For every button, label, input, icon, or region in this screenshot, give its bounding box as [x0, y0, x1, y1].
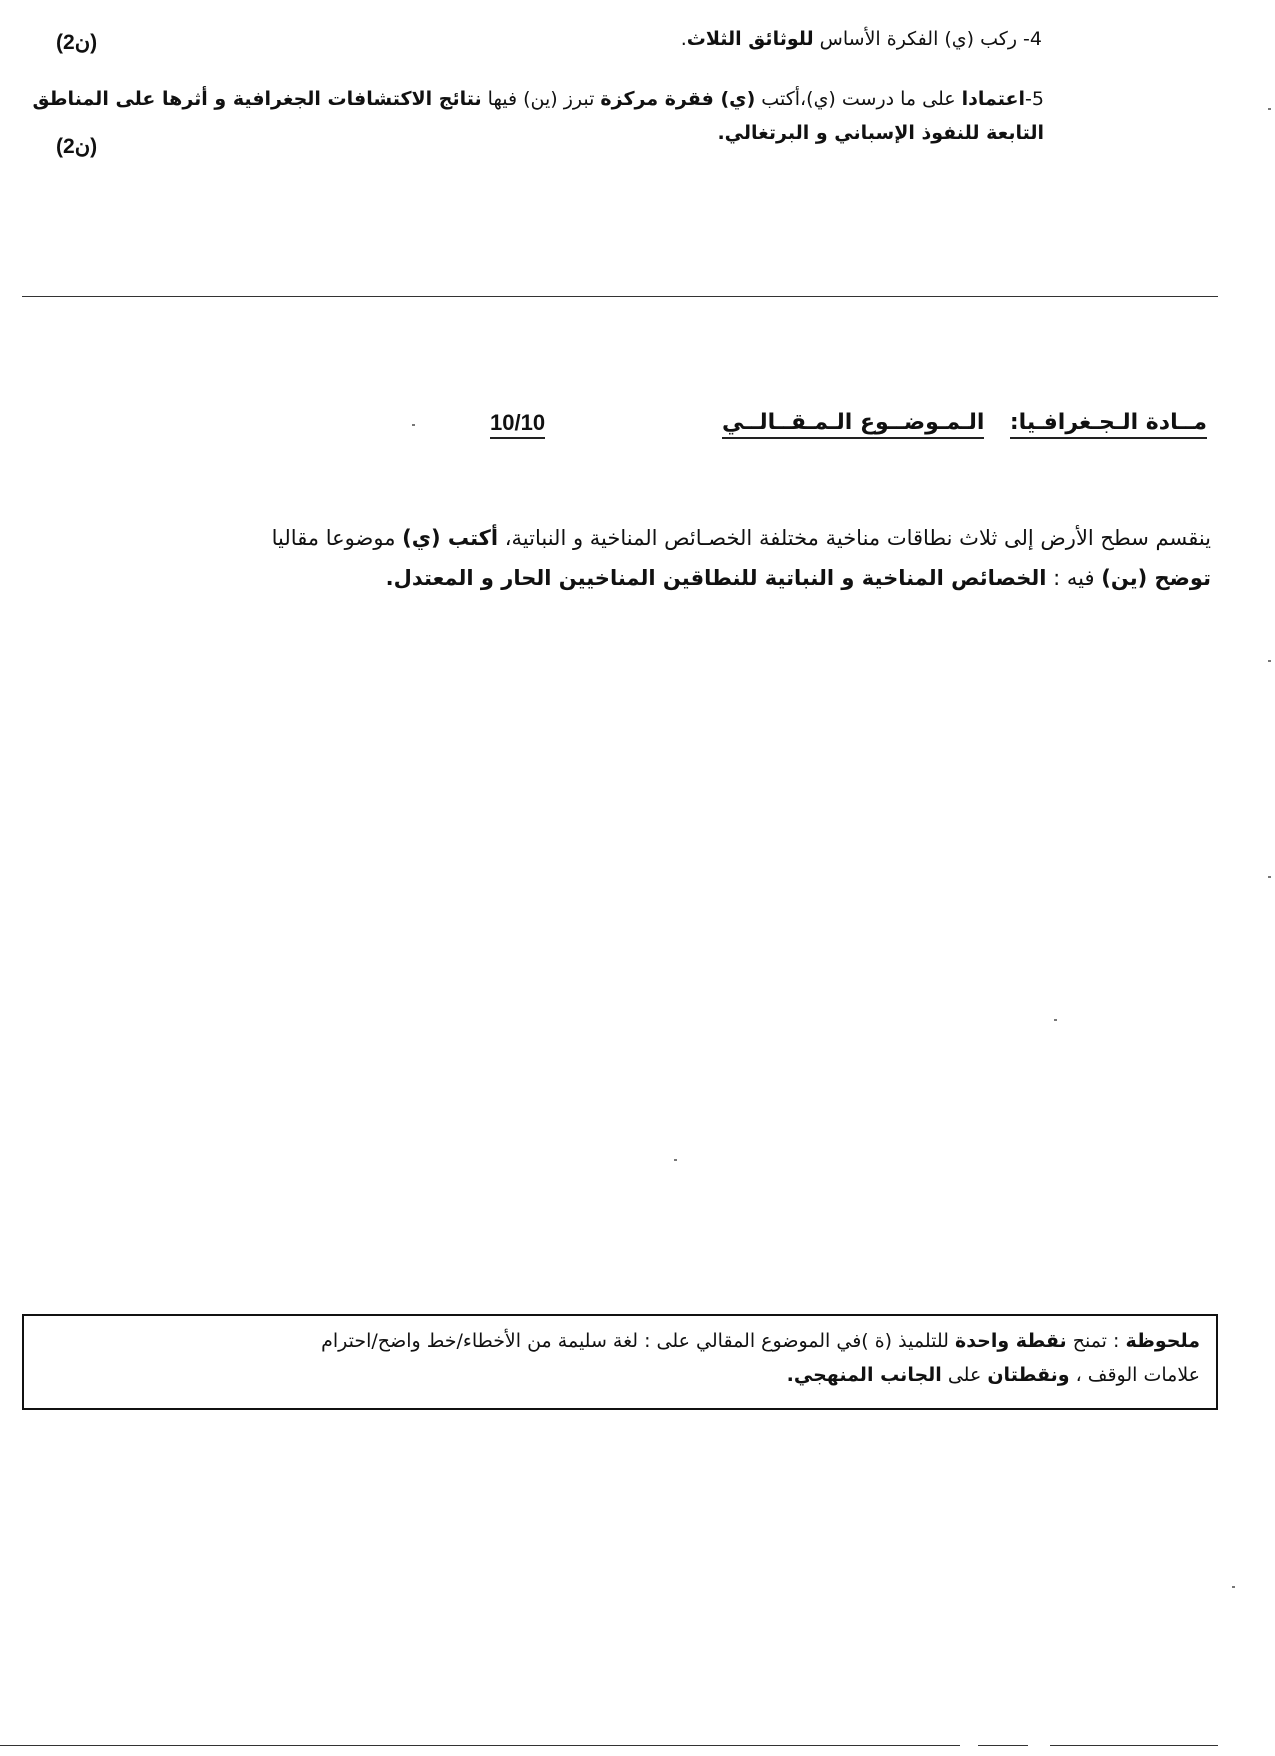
scan-speck — [1054, 1019, 1057, 1021]
scan-speck — [1268, 660, 1271, 662]
scan-speck — [412, 424, 415, 426]
question-4-text: ركب (ي) الفكرة الأساس — [813, 28, 1017, 50]
question-4-score: (2ن) — [56, 31, 98, 54]
essay-score-value: 10/10 — [490, 410, 545, 439]
question-5-score: (2ن) — [56, 135, 98, 158]
note-bold-b: ونقطتان — [987, 1364, 1070, 1386]
question-5-plain-a: على ما درست (ي)،أكتب — [755, 88, 962, 110]
question-5-bold-c: نتائج الاكتشافات الجغرافية و أثرها على المناطق — [32, 88, 482, 110]
bottom-rule-right — [1050, 1745, 1218, 1746]
essay-prompt-plain-2: فيه : — [1046, 566, 1102, 590]
essay-prompt-bold-a: توضح (ين) — [1101, 566, 1211, 590]
essay-prompt — [51, 518, 1211, 598]
note-bold-a: نقطة واحدة — [954, 1330, 1067, 1352]
section-divider — [22, 296, 1218, 297]
scan-speck — [674, 1159, 677, 1161]
question-5-plain-b: تبرز (ين) فيها — [481, 88, 601, 110]
question-4 — [202, 24, 1042, 54]
essay-prompt-line-1 — [51, 518, 1211, 558]
essay-score — [490, 410, 545, 436]
essay-prompt-plain: ينقسم سطح الأرض إلى ثلاث نطاقات مناخية مختلفة الخصـائص المناخية و النباتية، — [498, 526, 1211, 550]
essay-prompt-bold: أكتب (ي) — [402, 526, 499, 550]
scan-speck — [1268, 108, 1271, 110]
question-5-bold-a: اعتمادا — [961, 88, 1026, 110]
essay-prompt-end: موضوعا مقاليا — [271, 526, 403, 550]
question-5-line-2-bold: التابعة للنفوذ الإسباني و البرتغالي. — [717, 122, 1044, 144]
note-text-b: للتلميذ (ة )في الموضوع المقالي على : لغة سليمة من الأخطاء/خط واضح/احترام — [321, 1330, 955, 1352]
scan-speck — [1232, 1586, 1235, 1588]
essay-prompt-line-2 — [51, 558, 1211, 598]
question-5-number: 5- — [1025, 88, 1044, 110]
question-5-line-2 — [144, 118, 1044, 148]
question-4-text-bold: للوثائق الثلاث — [686, 28, 814, 50]
scan-speck — [1268, 876, 1271, 878]
bottom-rule-left — [0, 1745, 960, 1746]
question-4-number: 4- — [1023, 28, 1042, 50]
note-line-1 — [40, 1324, 1200, 1358]
question-4-text-end: . — [680, 28, 687, 50]
note-box — [22, 1314, 1218, 1410]
note-label: ملحوظة — [1125, 1330, 1200, 1352]
bottom-rule-mid — [978, 1745, 1028, 1746]
question-5-line-1 — [0, 84, 1044, 114]
note-text-a: : تمنح — [1066, 1330, 1126, 1352]
question-5-bold-b: (ي) فقرة مركزة — [600, 88, 756, 110]
note-text-c: علامات الوقف ، — [1069, 1364, 1200, 1386]
essay-prompt-bold-b: الخصائص المناخية و النباتية للنطاقين المناخيين الحار و المعتدل. — [385, 566, 1047, 590]
essay-topic-label: الـمـوضــوع الـمـقــالــي — [722, 410, 984, 439]
essay-subject-label: مــادة الـجـغرافـيا: — [1010, 410, 1207, 439]
note-line-2 — [40, 1358, 1200, 1392]
note-bold-c: الجانب المنهجي. — [786, 1364, 942, 1386]
note-text-d: على — [941, 1364, 988, 1386]
